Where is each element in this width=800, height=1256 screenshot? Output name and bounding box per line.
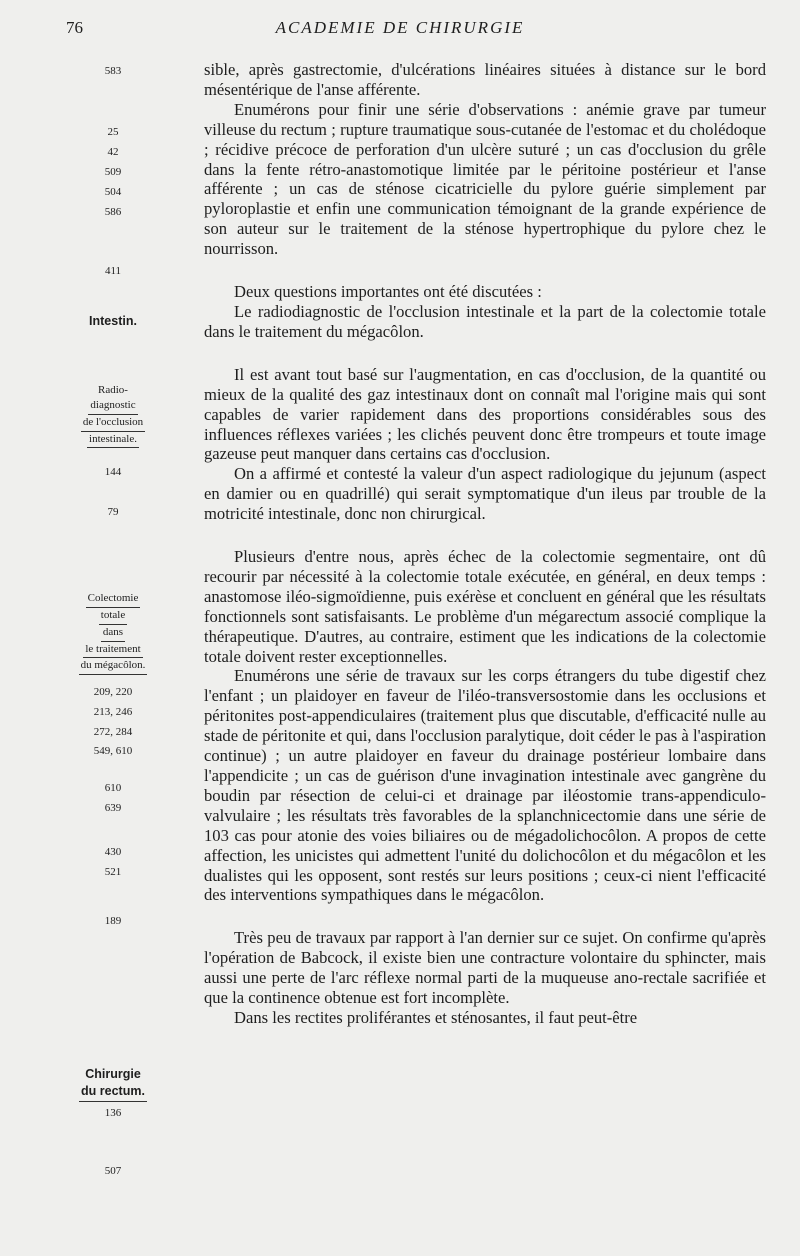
margin-ref: 504 [104,186,122,198]
margin-ref: 610 [104,782,122,794]
margin-ref: 521 [104,866,122,878]
margin-ref: 549, 610 [93,745,133,757]
margin-ref: 583 [104,65,122,77]
margin-ref: 586 [104,206,122,218]
margin-ref: 507 [104,1165,122,1177]
page-number: 76 [66,18,83,37]
paragraph: Enumérons pour finir une série d'observations : anémie grave par tumeur villeuse du rectum ; rupture traumatique sous-cutanée de l'estomac et du cholédoque ; récidive précoce de perforation d'un ulcère suturé ; un cas d'occlusion du grêle dans la fente rétro-anastomotique limitée par le péritoine postérieur et l'anse afférente ; un cas de sténose cicatricielle du pylore guérie simplement par pyloroplastie et enfin une communication témoignant de la grande expérience de son auteur sur le traitement de la sténose hypertrophique du pylore chez le nourrisson. [204,99,766,259]
margin-ref: 144 [104,466,122,478]
margin-ref: 209, 220 [93,686,133,698]
margin-heading-colectomie: Colectomie totale dans le traitement du mégacôlon. [56,591,170,675]
margin-ref: 136 [104,1107,122,1119]
paragraph: Il est avant tout basé sur l'augmentation, en cas d'occlusion, de la quantité ou mieux de la qualité des gaz intestinaux dont on connaît mal l'origine mais qui sont capables de varier rapidement dans des proportions considérables sous des influences réflexes variées ; les clichés peuvent donc être trompeurs et toute image gazeuse peut manquer dans certains cas d'occlusion. [204,364,766,464]
main-text [204,60,766,1028]
margin-ref: 25 [107,126,119,138]
section-heading-chirurgie-rectum: Chirurgie du rectum. [56,1066,170,1102]
margin-ref: 639 [104,802,122,814]
running-title: ACADEMIE DE CHIRURGIE [275,18,525,37]
margin-ref: 79 [107,506,119,518]
paragraph: Très peu de travaux par rapport à l'an dernier sur ce sujet. On confirme qu'après l'opération de Babcock, il existe bien une contracture volontaire du sphincter, mais aussi une perte de l'arc réflexe normal parti de la muqueuse ano-rectale sacrifiée et que la continence obtenue est fort incomplète. [204,928,766,1008]
paragraph: Le radiodiagnostic de l'occlusion intestinale et la part de la colectomie totale dans le traitement du mégacôlon. [204,301,766,341]
paragraph: sible, après gastrectomie, d'ulcérations linéaires situées à distance sur le bord mésentérique de l'anse afférente. [204,60,766,99]
margin-ref: 272, 284 [93,726,133,738]
margin-ref: 213, 246 [93,706,133,718]
page-header [0,18,800,42]
paragraph: Dans les rectites proliférantes et sténosantes, il faut peut-être [234,1007,638,1027]
section-heading-intestin: Intestin. [89,314,137,328]
paragraph: Plusieurs d'entre nous, après échec de la colectomie segmentaire, ont dû recourir par nécessité à la colectomie totale exécutée, en général, en deux temps : anastomose iléo-sigmoïdienne, puis exérèse et concluent en général que les résultats fonctionnels sont satisfaisants. Le problème d'un mégarectum associé complique la thérapeutique. D'autres, au contraire, estiment que les indications de la colectomie totale doivent rester exceptionnelles. [204,547,766,666]
paragraph: Enumérons une série de travaux sur les corps étrangers du tube digestif chez l'enfant ; un plaidoyer en faveur de l'iléo-transversostomie dans les occlusions et péritonites post-appendiculaires (traitement plus que discutable, d'efficacité nulle au stade de péritonite et qui, dans l'occlusion paralytique, doit céder le pas à l'aspiration continue) ; un autre plaidoyer en faveur du drainage postérieur lombaire dans l'appendicite ; un cas de guérison d'une invagination intestinale avec gangrène du boudin par résection de celui-ci et drainage par iléostomie trans-appendiculo-valvulaire ; les résultats très favorables de la splanchnicectomie dans une série de 103 cas pour atonie des voies biliaires ou de mégadolichocôlon. A propos de cette affection, les unicistes qui admettent l'unité du dolichocôlon et du mégacôlon et les dualistes qui les opposent, sont restés sur leurs positions ; ceux-ci nient l'efficacité des interventions sympathiques dans le mégacôlon. [204,666,766,905]
margin-heading-radiodiagnostic: Radio- diagnostic de l'occlusion intestinale. [56,383,170,448]
margin-ref: 411 [104,265,122,277]
margin-ref: 509 [104,166,122,178]
margin-ref: 189 [104,915,122,927]
margin-ref: 430 [104,846,122,858]
margin-ref: 42 [107,146,119,158]
paragraph: On a affirmé et contesté la valeur d'un aspect radiologique du jejunum (aspect en damier ou en quadrillé) qui serait symptomatique d'un ileus par trouble de la motricité intestinale, donc non chirurgical. [204,464,766,524]
paragraph: Deux questions importantes ont été discutées : [234,282,542,302]
